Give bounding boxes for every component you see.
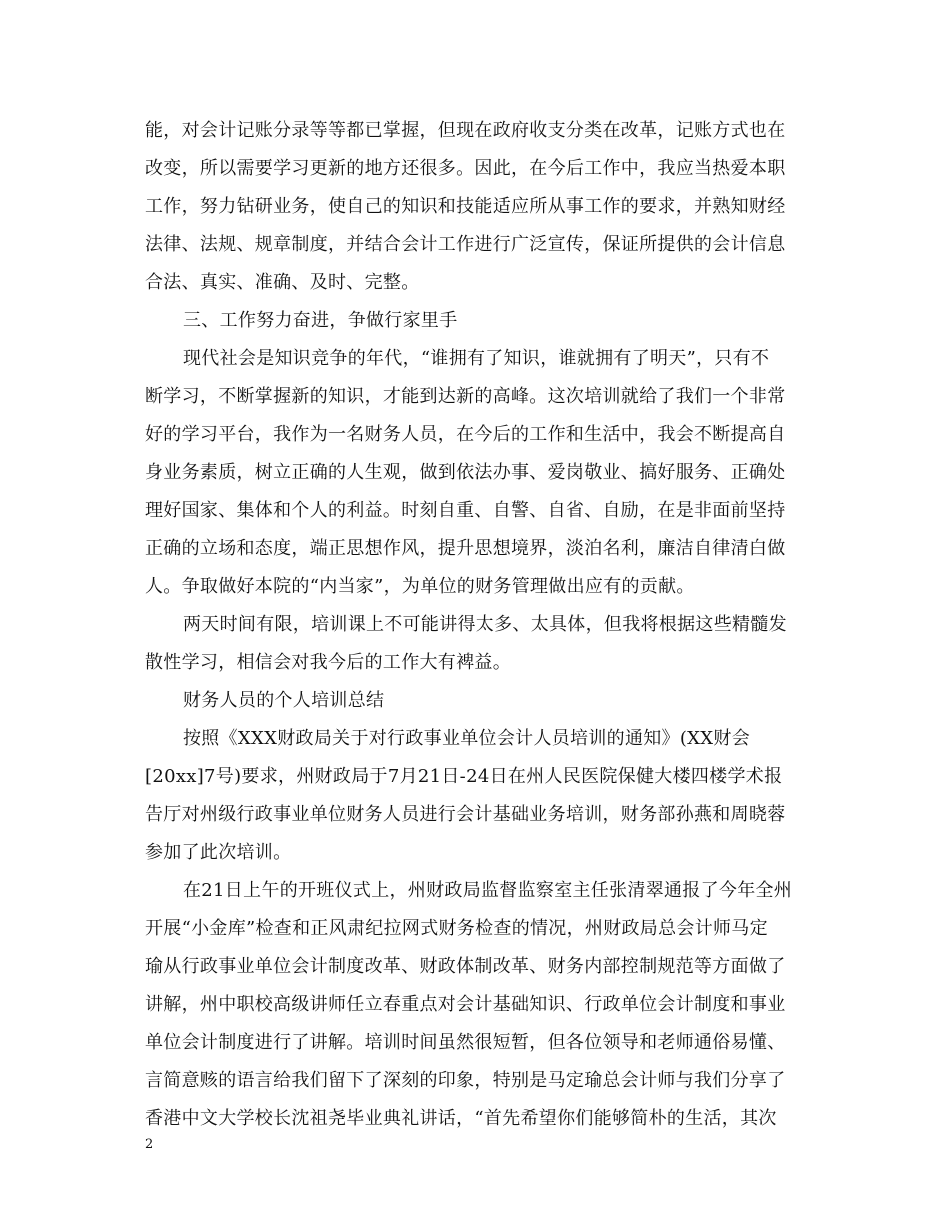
text-line: 讲解，州中职校高级讲师任立春重点对会计基础知识、行政单位会计制度和事业 xyxy=(145,994,786,1015)
text-line: 三、工作努力奋进，争做行家里手 xyxy=(183,310,458,331)
text-line: 按照《XXX财政局关于对行政事业单位会计人员培训的通知》(XX财会 xyxy=(183,728,750,749)
text-line: 断学习，不断掌握新的知识，才能到达新的高峰。这次培训就给了我们一个非常 xyxy=(145,386,786,407)
text-line: 工作，努力钻研业务，使自己的知识和技能适应所从事工作的要求，并熟知财经 xyxy=(145,196,786,217)
text-line: 人。争取做好本院的“内当家”，为单位的财务管理做出应有的贡献。 xyxy=(145,576,695,597)
text-line: 香港中文大学校长沈祖尧毕业典礼讲话，“首先希望你们能够简朴的生活，其次 xyxy=(145,1108,777,1129)
text-line: 散性学习，相信会对我今后的工作大有裨益。 xyxy=(145,652,511,673)
text-line: 财务人员的个人培训总结 xyxy=(183,690,385,711)
text-line: 理好国家、集体和个人的利益。时刻自重、自警、自省、自励，在是非面前坚持 xyxy=(145,500,786,521)
text-line: 告厅对州级行政事业单位财务人员进行会计基础业务培训，财务部孙燕和周晓蓉 xyxy=(145,804,786,825)
text-line: 改变，所以需要学习更新的地方还很多。因此，在今后工作中，我应当热爱本职 xyxy=(145,158,786,179)
page-number: 2 xyxy=(145,1137,154,1152)
text-line: 单位会计制度进行了讲解。培训时间虽然很短暂，但各位领导和老师通俗易懂、 xyxy=(145,1032,786,1053)
text-line: 好的学习平台，我作为一名财务人员，在今后的工作和生活中，我会不断提高自 xyxy=(145,424,786,445)
text-line: 能，对会计记账分录等等都已掌握，但现在政府收支分类在改革，记账方式也在 xyxy=(145,120,786,141)
text-line: 言简意赅的语言给我们留下了深刻的印象，特别是马定瑜总会计师与我们分享了 xyxy=(145,1070,786,1091)
text-line: [20xx]7号)要求，州财政局于7月21日-24日在州人民医院保健大楼四楼学术报 xyxy=(145,766,783,787)
text-line: 瑜从行政事业单位会计制度改革、财政体制改革、财务内部控制规范等方面做了 xyxy=(145,956,786,977)
text-line: 正确的立场和态度，端正思想作风，提升思想境界，淡泊名利，廉洁自律清白做 xyxy=(145,538,786,559)
text-line: 身业务素质，树立正确的人生观，做到依法办事、爱岗敬业、搞好服务、正确处 xyxy=(145,462,786,483)
text-line: 法律、法规、规章制度，并结合会计工作进行广泛宣传，保证所提供的会计信息 xyxy=(145,234,786,255)
text-line: 合法、真实、准确、及时、完整。 xyxy=(145,272,420,293)
document-body xyxy=(145,112,807,1138)
text-line: 在21日上午的开班仪式上，州财政局监督监察室主任张清翠通报了今年全州 xyxy=(183,880,793,901)
text-line: 开展“小金库”检查和正风肃纪拉网式财务检查的情况，州财政局总会计师马定 xyxy=(145,918,768,939)
text-line: 两天时间有限，培训课上不可能讲得太多、太具体，但我将根据这些精髓发 xyxy=(183,614,787,635)
text-line: 参加了此次培训。 xyxy=(145,842,292,863)
text-line: 现代社会是知识竞争的年代，“谁拥有了知识，谁就拥有了明天”，只有不 xyxy=(183,348,770,369)
